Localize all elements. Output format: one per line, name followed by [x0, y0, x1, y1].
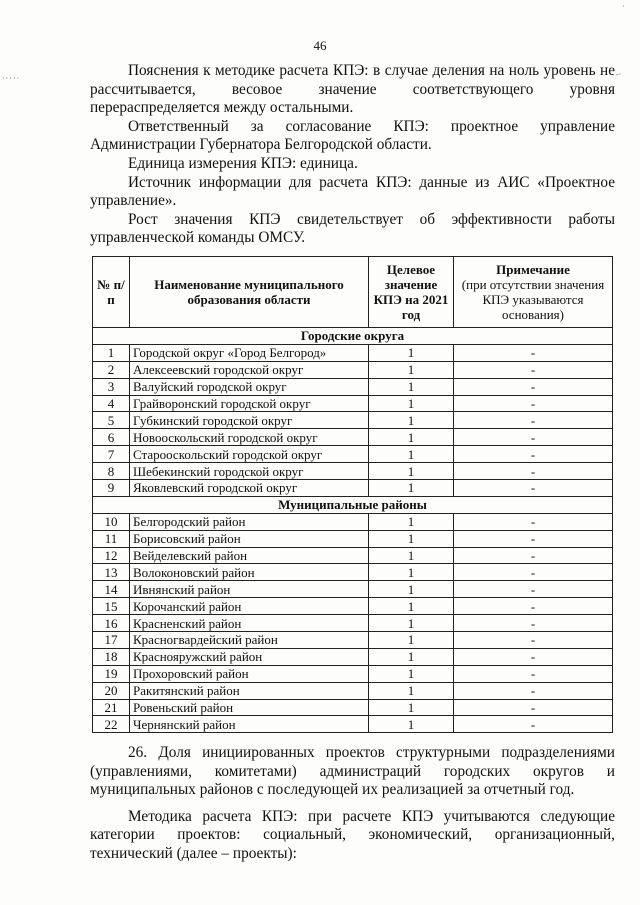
cell-num: 12 — [93, 547, 130, 564]
table-row — [93, 615, 613, 632]
cell-note: - — [454, 361, 613, 378]
cell-note: - — [454, 446, 613, 463]
cell-note: - — [454, 513, 613, 530]
header-name: Наименование муниципального образования области — [130, 257, 369, 328]
cell-note: - — [454, 564, 613, 581]
cell-note: - — [454, 598, 613, 615]
cell-name: Красногвардейский район — [130, 632, 369, 649]
table-row — [93, 378, 613, 395]
cell-name: Вейделевский район — [130, 547, 369, 564]
cell-note: - — [454, 429, 613, 446]
scan-edge-mark-right: -· — [616, 70, 622, 79]
cell-note: - — [454, 344, 613, 361]
cell-name: Губкинский городской округ — [130, 412, 369, 429]
cell-value: 1 — [369, 480, 454, 497]
cell-num: 8 — [93, 463, 130, 480]
cell-value: 1 — [369, 632, 454, 649]
cell-num: 11 — [93, 530, 130, 547]
table-row — [93, 480, 613, 497]
cell-num: 21 — [93, 699, 130, 716]
cell-name: Яковлевский городской округ — [130, 480, 369, 497]
cell-note: - — [454, 395, 613, 412]
cell-num: 22 — [93, 716, 130, 733]
cell-name: Прохоровский район — [130, 665, 369, 682]
cell-num: 1 — [93, 344, 130, 361]
table-row — [93, 632, 613, 649]
cell-value: 1 — [369, 682, 454, 699]
cell-name: Грайворонский городской округ — [130, 395, 369, 412]
table-row — [93, 412, 613, 429]
cell-value: 1 — [369, 665, 454, 682]
cell-name: Шебекинский городской округ — [130, 463, 369, 480]
cell-value: 1 — [369, 598, 454, 615]
paragraph: Единица измерения КПЭ: единица. — [128, 154, 358, 172]
cell-note: - — [454, 480, 613, 497]
header-note — [454, 257, 613, 328]
cell-note: - — [454, 412, 613, 429]
cell-value: 1 — [369, 395, 454, 412]
table-row — [93, 446, 613, 463]
paragraph: 26. Доля инициированных проектов структурными подразделениями (управлениями, комитетами) администраций городских округов и муниципальных районов с последующей их реализацией за отчетный год. — [90, 744, 615, 799]
cell-note: - — [454, 530, 613, 547]
scan-edge-mark-left: ····· — [2, 74, 21, 83]
table-row — [93, 716, 613, 733]
table-row — [93, 699, 613, 716]
cell-note: - — [454, 615, 613, 632]
cell-value: 1 — [369, 513, 454, 530]
outro-text — [90, 744, 615, 864]
header-note-title: Примечание — [496, 262, 570, 277]
cell-value: 1 — [369, 564, 454, 581]
cell-name: Новооскольский городской округ — [130, 429, 369, 446]
cell-num: 19 — [93, 665, 130, 682]
cell-note: - — [454, 632, 613, 649]
table-row — [93, 395, 613, 412]
cell-name: Чернянский район — [130, 716, 369, 733]
table-row — [93, 665, 613, 682]
table-row — [93, 598, 613, 615]
cell-name: Белгородский район — [130, 513, 369, 530]
cell-num: 10 — [93, 513, 130, 530]
cell-value: 1 — [369, 699, 454, 716]
cell-value: 1 — [369, 361, 454, 378]
cell-value: 1 — [369, 716, 454, 733]
cell-num: 13 — [93, 564, 130, 581]
cell-name: Корочанский район — [130, 598, 369, 615]
cell-num: 9 — [93, 480, 130, 497]
cell-value: 1 — [369, 547, 454, 564]
cell-note: - — [454, 699, 613, 716]
cell-note: - — [454, 648, 613, 665]
paragraph: Источник информации для расчета КПЭ: данные из АИС «Проектное управление». — [90, 173, 615, 210]
table-row — [93, 682, 613, 699]
table-header-row — [93, 257, 613, 328]
section-row-cities — [93, 328, 613, 345]
paragraph: Ответственный за согласование КПЭ: проектное управление Администрации Губернатора Белгородской области. — [90, 117, 615, 154]
cell-name: Городской округ «Город Белгород» — [130, 344, 369, 361]
cell-note: - — [454, 378, 613, 395]
page-number: 46 — [313, 38, 327, 53]
cell-value: 1 — [369, 378, 454, 395]
table-row — [93, 530, 613, 547]
cell-num: 20 — [93, 682, 130, 699]
cell-name: Краснояружский район — [130, 648, 369, 665]
cell-note: - — [454, 547, 613, 564]
paragraph: Методика расчета КПЭ: при расчете КПЭ учитываются следующие категории проектов: социальный, экономический, организационный, технический (далее – проекты): — [90, 807, 615, 862]
table-row — [93, 547, 613, 564]
cell-value: 1 — [369, 429, 454, 446]
paragraph: Рост значения КПЭ свидетельствует об эффективности работы управленческой команды ОМСУ. — [90, 210, 615, 247]
cell-num: 2 — [93, 361, 130, 378]
table-row — [93, 344, 613, 361]
table-row — [93, 429, 613, 446]
cell-name: Ивнянский район — [130, 581, 369, 598]
section-row-districts — [93, 496, 613, 513]
table-row — [93, 361, 613, 378]
cell-value: 1 — [369, 648, 454, 665]
cell-note: - — [454, 665, 613, 682]
cell-num: 18 — [93, 648, 130, 665]
cell-num: 16 — [93, 615, 130, 632]
cell-value: 1 — [369, 615, 454, 632]
cell-note: - — [454, 682, 613, 699]
header-note-sub: (при отсутствии значения КПЭ указываются основания) — [461, 277, 605, 322]
scan-edge-mark-top-right: · — [622, 2, 625, 11]
cell-note: - — [454, 716, 613, 733]
intro-text — [90, 62, 615, 248]
cell-name: Алексеевский городской округ — [130, 361, 369, 378]
cell-value: 1 — [369, 344, 454, 361]
table-row — [93, 463, 613, 480]
section-title: Городские округа — [93, 328, 613, 345]
cell-value: 1 — [369, 463, 454, 480]
cell-num: 7 — [93, 446, 130, 463]
cell-name: Волоконовский район — [130, 564, 369, 581]
cell-name: Ракитянский район — [130, 682, 369, 699]
cell-num: 14 — [93, 581, 130, 598]
cell-num: 3 — [93, 378, 130, 395]
header-value: Целевое значение КПЭ на 2021 год — [369, 257, 454, 328]
cell-num: 4 — [93, 395, 130, 412]
section-title: Муниципальные районы — [93, 496, 613, 513]
cell-note: - — [454, 581, 613, 598]
cell-name: Красненский район — [130, 615, 369, 632]
table-body — [93, 328, 613, 733]
cell-num: 5 — [93, 412, 130, 429]
table-row — [93, 648, 613, 665]
cell-num: 6 — [93, 429, 130, 446]
cell-value: 1 — [369, 412, 454, 429]
paragraph: Пояснения к методике расчета КПЭ: в случае деления на ноль уровень не рассчитывается, весовое значение соответствующего уровня перераспределяется между остальными. — [90, 62, 615, 117]
cell-name: Старооскольский городской округ — [130, 446, 369, 463]
table-row — [93, 581, 613, 598]
table-row — [93, 513, 613, 530]
cell-num: 15 — [93, 598, 130, 615]
cell-value: 1 — [369, 446, 454, 463]
cell-value: 1 — [369, 581, 454, 598]
table-row — [93, 564, 613, 581]
kpi-table — [92, 256, 613, 733]
cell-value: 1 — [369, 530, 454, 547]
header-num: № п/п — [93, 257, 130, 328]
cell-name: Валуйский городской округ — [130, 378, 369, 395]
cell-note: - — [454, 463, 613, 480]
cell-name: Борисовский район — [130, 530, 369, 547]
cell-name: Ровеньский район — [130, 699, 369, 716]
cell-num: 17 — [93, 632, 130, 649]
